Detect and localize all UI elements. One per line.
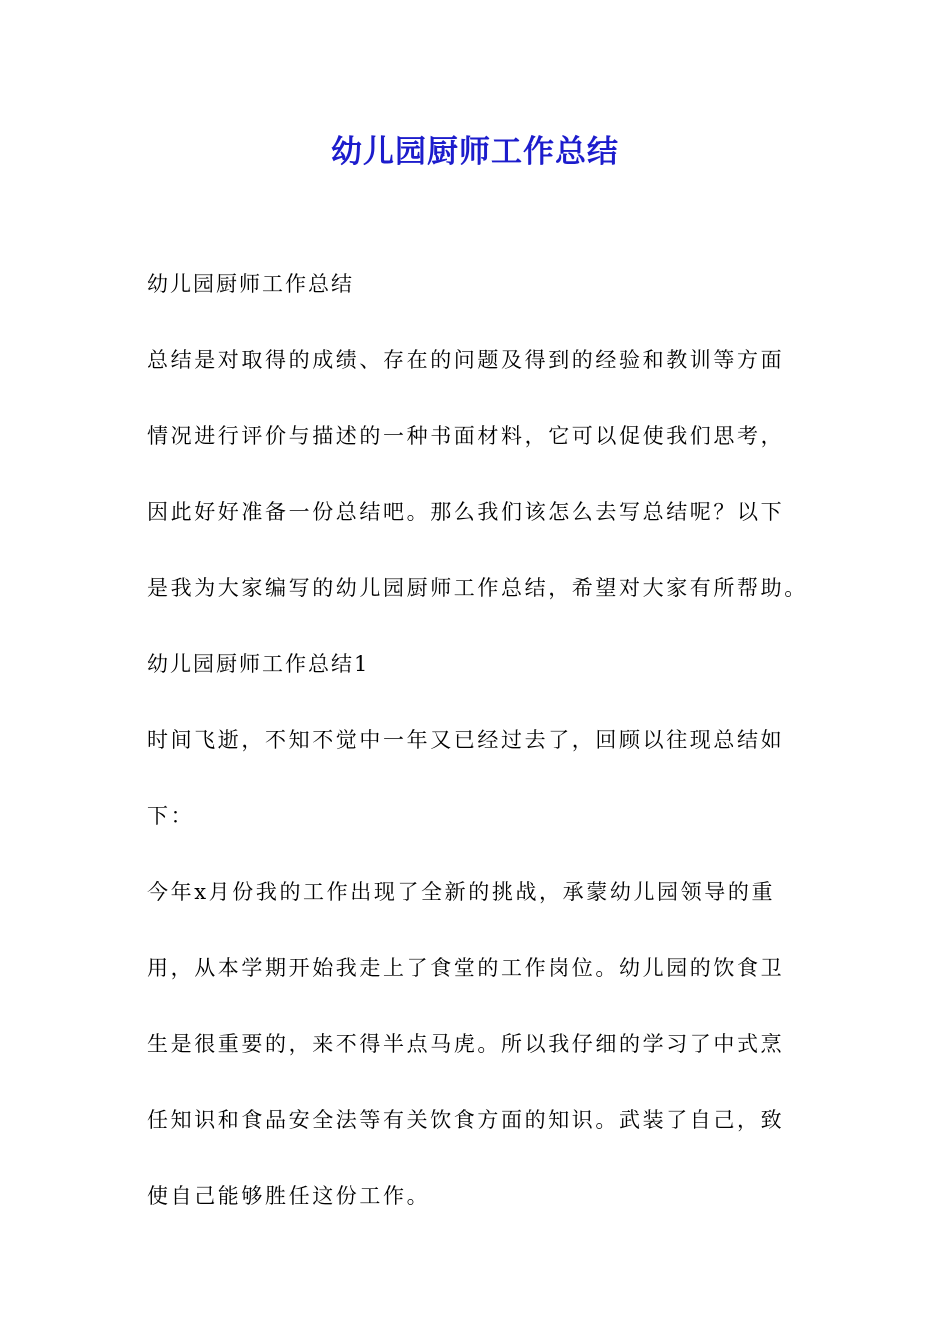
paragraph-line: 是我为大家编写的幼儿园厨师工作总结，希望对大家有所帮助。 [147, 576, 808, 600]
paragraph-line: 生是很重要的，来不得半点马虎。所以我仔细的学习了中式烹 [147, 1032, 785, 1056]
paragraph-line: 因此好好准备一份总结吧。那么我们该怎么去写总结呢？以下 [147, 500, 785, 524]
paragraph-line: 总结是对取得的成绩、存在的问题及得到的经验和教训等方面 [147, 348, 785, 372]
paragraph-line: 时间飞逝，不知不觉中一年又已经过去了，回顾以往现总结如 [147, 728, 785, 752]
paragraph-line: 情况进行评价与描述的一种书面材料，它可以促使我们思考， [147, 424, 785, 448]
paragraph-line: 用，从本学期开始我走上了食堂的工作岗位。幼儿园的饮食卫 [147, 956, 785, 980]
document-title: 幼儿园厨师工作总结 [331, 134, 619, 170]
paragraph-line: 今年x月份我的工作出现了全新的挑战，承蒙幼儿园领导的重 [147, 880, 776, 904]
section-heading: 幼儿园厨师工作总结 [147, 272, 354, 296]
document-body [147, 263, 807, 1251]
section-heading: 幼儿园厨师工作总结1 [147, 652, 370, 676]
paragraph-line: 下： [147, 804, 195, 828]
paragraph-line: 使自己能够胜任这份工作。 [147, 1184, 431, 1208]
paragraph-line: 任知识和食品安全法等有关饮食方面的知识。武装了自己，致 [147, 1108, 785, 1132]
